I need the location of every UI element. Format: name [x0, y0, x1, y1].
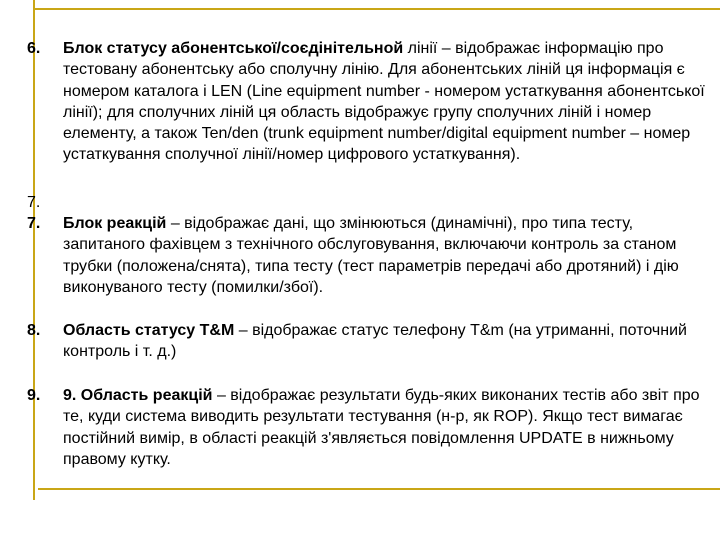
left-accent-rule: [33, 0, 35, 500]
item-body: – відображає дані, що змінюються (динамічні), про типа тесту, запитаного фахівцем з технічного обслуговування, включаючи контроль за станом трубки (положена/снята), типа тесту (тест параметрів передачі або дротяний) і дію виконуваного тесту (помилки/збої).: [63, 215, 679, 296]
item-lead: Область статусу T&M: [63, 322, 235, 339]
item-number: 9.: [27, 387, 41, 404]
item-lead: Блок статусу абонентської/соєдінітельной: [63, 40, 404, 57]
item-number: 6.: [27, 40, 41, 57]
item-number-extra: 7.: [27, 194, 41, 211]
item-number: 8.: [27, 322, 41, 339]
item-lead: Блок реакцій: [63, 215, 167, 232]
item-body: лінії – відображає інформацію про тестовану абонентську або сполучну лінію. Для абонентських ліній ця інформація є номером каталога і LEN (Line equipment number - номером устаткування абонентської лінії); для сполучних ліній ця область відображує групу сполучних ліній і номер елементу, а також Ten/den (trunk equipment number/digital equipment number – номер устаткування сполучної лінії/номер цифрового устаткування).: [63, 40, 705, 164]
item-number: 7.: [27, 215, 41, 232]
bottom-accent-rule: [38, 488, 720, 490]
item-body: – відображає результати будь-яких виконаних тестів або звіт про те, куди система виводить результати тестування (н-р, як ROP). Якщо тест вимагає постійний вимір, в області реакцій з'являється повідомлення UPDATE в нижньому правому кутку.: [63, 387, 700, 468]
item-text: [63, 38, 718, 166]
item-body: – відображає статус телефону T&m (на утриманні, поточний контроль і т. д.): [63, 322, 687, 361]
item-text: [63, 385, 718, 470]
item-lead: 9. Область реакцій: [63, 387, 213, 404]
top-accent-rule: [33, 8, 720, 10]
item-text: [63, 320, 718, 363]
item-text: [63, 213, 718, 298]
